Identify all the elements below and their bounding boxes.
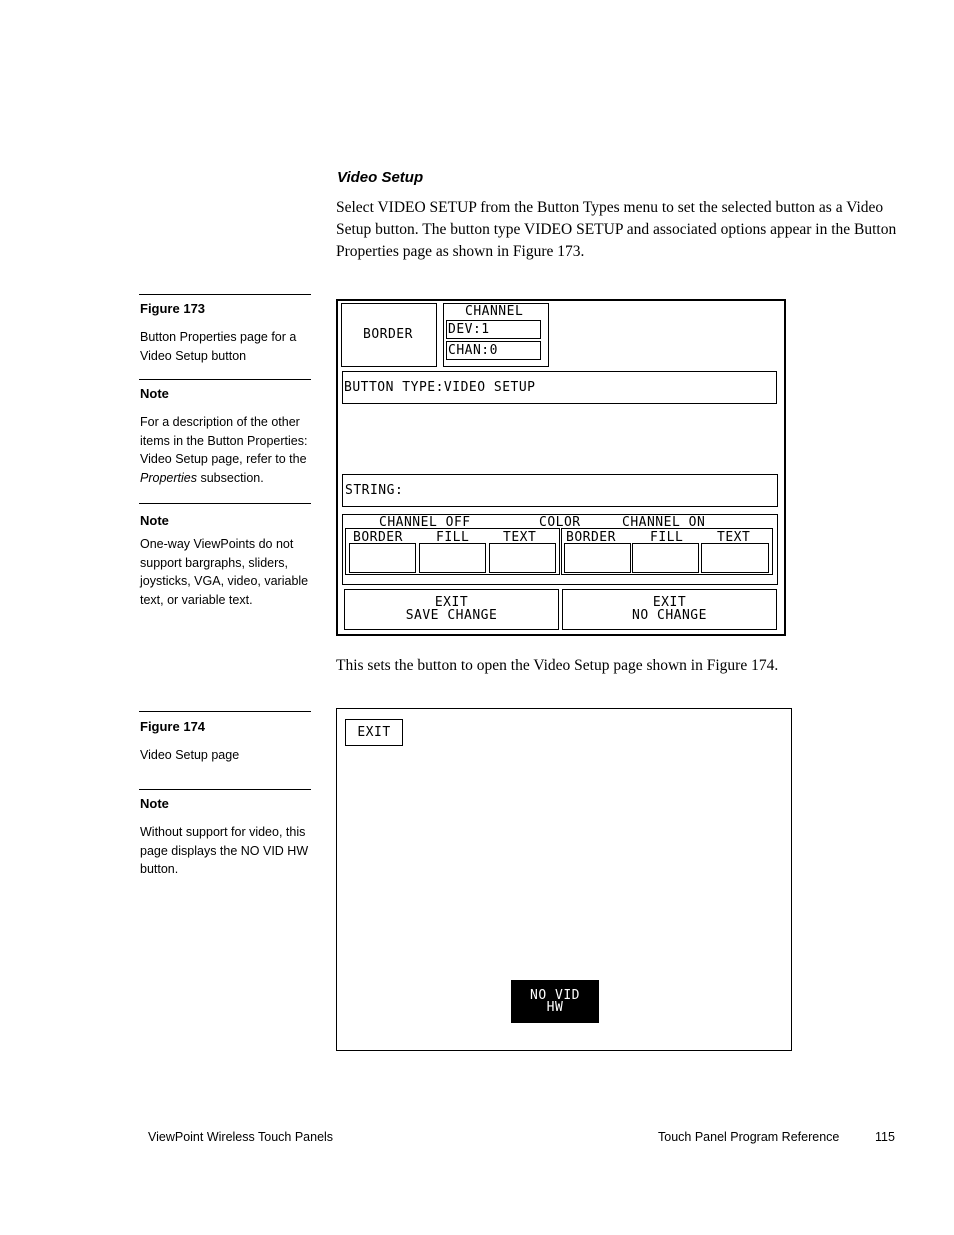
channel-field-label: CHAN:0	[448, 343, 498, 358]
note-text: One-way ViewPoints do not support bargraphs, sliders, joysticks, VGA, video, variable text, or variable text.	[140, 537, 309, 608]
footer-right: Touch Panel Program Reference	[658, 1130, 840, 1144]
note-text: Without support for video, this page displays the NO VID HW button.	[140, 825, 309, 877]
footer-left: ViewPoint Wireless Touch Panels	[148, 1130, 334, 1144]
on-fill-label: FILL	[650, 530, 684, 545]
figure174-intro-paragraph: This sets the button to open the Video Setup page shown in Figure 174.	[336, 657, 779, 674]
channel-label: CHANNEL	[465, 304, 524, 319]
note-heading: Note	[140, 796, 169, 811]
sidebar-rule	[139, 503, 311, 504]
no-vid-hw-label-2: HW	[546, 1000, 564, 1015]
section-title: Video Setup	[337, 169, 424, 186]
note-heading: Note	[140, 513, 169, 528]
channel-on-label: CHANNEL ON	[622, 515, 706, 530]
on-border-label: BORDER	[566, 530, 616, 545]
page-number: 115	[875, 1130, 895, 1144]
color-label: COLOR	[539, 515, 581, 530]
off-text-label: TEXT	[503, 530, 537, 545]
exit-save-label-1: EXIT	[434, 595, 469, 610]
string-field[interactable]	[342, 474, 778, 507]
exit-save-label-2: SAVE CHANGE	[405, 608, 498, 623]
off-border-label: BORDER	[353, 530, 403, 545]
channel-off-label: CHANNEL OFF	[379, 515, 471, 530]
on-border-swatch[interactable]	[564, 543, 631, 573]
no-vid-hw-label-1: NO VID	[530, 988, 580, 1003]
off-border-swatch[interactable]	[349, 543, 416, 573]
exit-no-change-label-1: EXIT	[652, 595, 687, 610]
sidebar-rule	[139, 711, 311, 712]
figure-174-caption: Video Setup page	[140, 748, 240, 762]
exit-button-label: EXIT	[357, 725, 391, 740]
sidebar-rule	[139, 294, 311, 295]
figure-173-label: Figure 173	[140, 301, 206, 316]
on-fill-swatch[interactable]	[632, 543, 699, 573]
off-text-swatch[interactable]	[489, 543, 556, 573]
intro-paragraph: Select VIDEO SETUP from the Button Types menu to set the selected button as a Video Setup button. The button type VIDEO SETUP and associated options appear in the Button Properties page as shown in Figure 173.	[336, 199, 897, 260]
off-fill-label: FILL	[436, 530, 470, 545]
sidebar-rule	[139, 789, 311, 790]
device-field-label: DEV:1	[448, 322, 490, 337]
off-fill-swatch[interactable]	[419, 543, 486, 573]
sidebar-rule	[139, 379, 311, 380]
on-text-label: TEXT	[717, 530, 751, 545]
button-type-label: BUTTON TYPE:VIDEO SETUP	[344, 380, 536, 395]
figure-174-label: Figure 174	[140, 719, 206, 734]
figure-173-caption: Button Properties page for a Video Setup button	[140, 330, 297, 363]
border-button-label: BORDER	[363, 327, 413, 342]
note-text: For a description of the other items in the Button Properties: Video Setup page, refer to the Properties subsection.	[140, 415, 308, 486]
string-field-label: STRING:	[345, 483, 404, 498]
exit-no-change-label-2: NO CHANGE	[632, 608, 707, 623]
on-text-swatch[interactable]	[701, 543, 769, 573]
note-heading: Note	[140, 386, 169, 401]
